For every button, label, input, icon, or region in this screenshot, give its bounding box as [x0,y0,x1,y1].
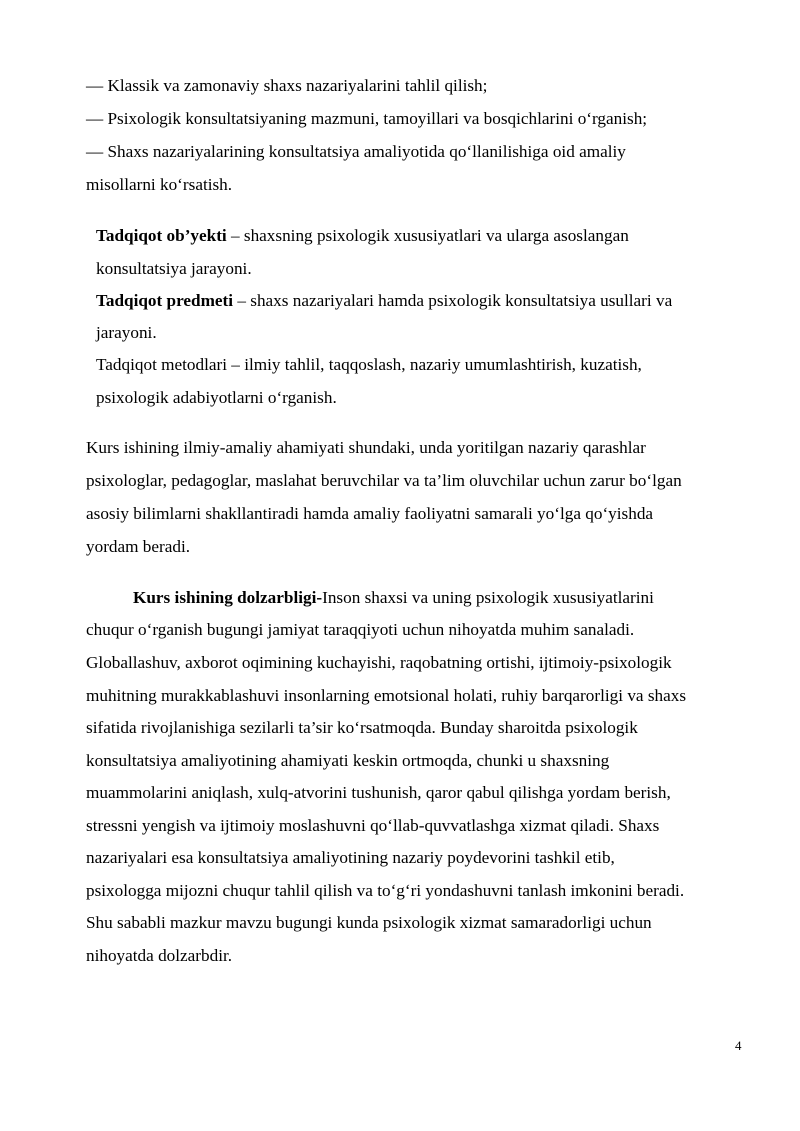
research-subject [96,291,672,311]
relevance-line: nihoyatda dolzarbdir. [86,946,233,965]
relevance-label: Kurs ishining dolzarbligi- [133,588,323,607]
relevance-line: chuqur o‘rganish bugungi jamiyat taraqqiyoti uchun nihoyatda muhim sanaladi. [86,620,635,639]
relevance-first-line [133,588,654,608]
relevance-text: Inson shaxsi va uning psixologik xususiyatlarini [322,588,654,607]
relevance-line: Shu sababli mazkur mavzu bugungi kunda psixologik xizmat samaradorligi uchun [86,913,652,932]
relevance-line: sifatida rivojlanishiga sezilarli ta’sir ko‘rsatmoqda. Bunday sharoitda psixologik [86,718,638,737]
relevance-line: Globallashuv, axborot oqimining kuchayishi, raqobatning ortishi, ijtimoiy-psixologik [86,653,672,672]
significance-line: Kurs ishining ilmiy-amaliy ahamiyati shundaki, unda yoritilgan nazariy qarashlar [86,438,646,457]
task-item: — Shaxs nazariyalarining konsultatsiya amaliyotida qo‘llanilishiga oid amaliy [86,142,626,161]
research-object-text: – shaxsning psixologik xususiyatlari va ularga asoslangan [226,226,629,245]
relevance-line: muhitning murakkablashuvi insonlarning emotsional holati, ruhiy barqarorligi va shaxs [86,686,687,705]
relevance-line: nazariyalari esa konsultatsiya amaliyotining nazariy poydevorini tashkil etib, [86,848,615,867]
task-item: — Klassik va zamonaviy shaxs nazariyalarini tahlil qilish; [86,76,488,95]
research-methods-continuation: psixologik adabiyotlarni o‘rganish. [96,388,337,407]
research-object-label: Tadqiqot ob’yekti [96,226,227,245]
task-item: — Psixologik konsultatsiyaning mazmuni, tamoyillari va bosqichlarini o‘rganish; [86,109,648,128]
research-object [96,226,629,246]
significance-line: yordam beradi. [86,537,191,556]
relevance-line: konsultatsiya amaliyotining ahamiyati keskin ortmoqda, chunki u shaxsning [86,751,610,770]
relevance-line: muammolarini aniqlash, xulq-atvorini tushunish, qaror qabul qilishga yordam berish, [86,783,671,802]
research-object-continuation: konsultatsiya jarayoni. [96,259,252,278]
relevance-line: psixologga mijozni chuqur tahlil qilish va to‘g‘ri yondashuvni tanlash imkonini beradi. [86,881,685,900]
significance-line: psixologlar, pedagoglar, maslahat beruvchilar va ta’lim oluvchilar uchun zarur bo‘lgan [86,471,682,490]
research-subject-text: – shaxs nazariyalari hamda psixologik konsultatsiya usullari va [233,291,673,310]
page-number: 4 [735,1038,742,1053]
relevance-line: stressni yengish va ijtimoiy moslashuvni qo‘llab-quvvatlashga xizmat qiladi. Shaxs [86,816,660,835]
significance-line: asosiy bilimlarni shakllantiradi hamda amaliy faoliyatni samarali yo‘lga qo‘yishda [86,504,654,523]
research-subject-label: Tadqiqot predmeti [96,291,234,310]
research-methods: Tadqiqot metodlari – ilmiy tahlil, taqqoslash, nazariy umumlashtirish, kuzatish, [96,355,642,374]
task-item-continuation: misollarni ko‘rsatish. [86,175,233,194]
research-subject-continuation: jarayoni. [96,323,157,342]
